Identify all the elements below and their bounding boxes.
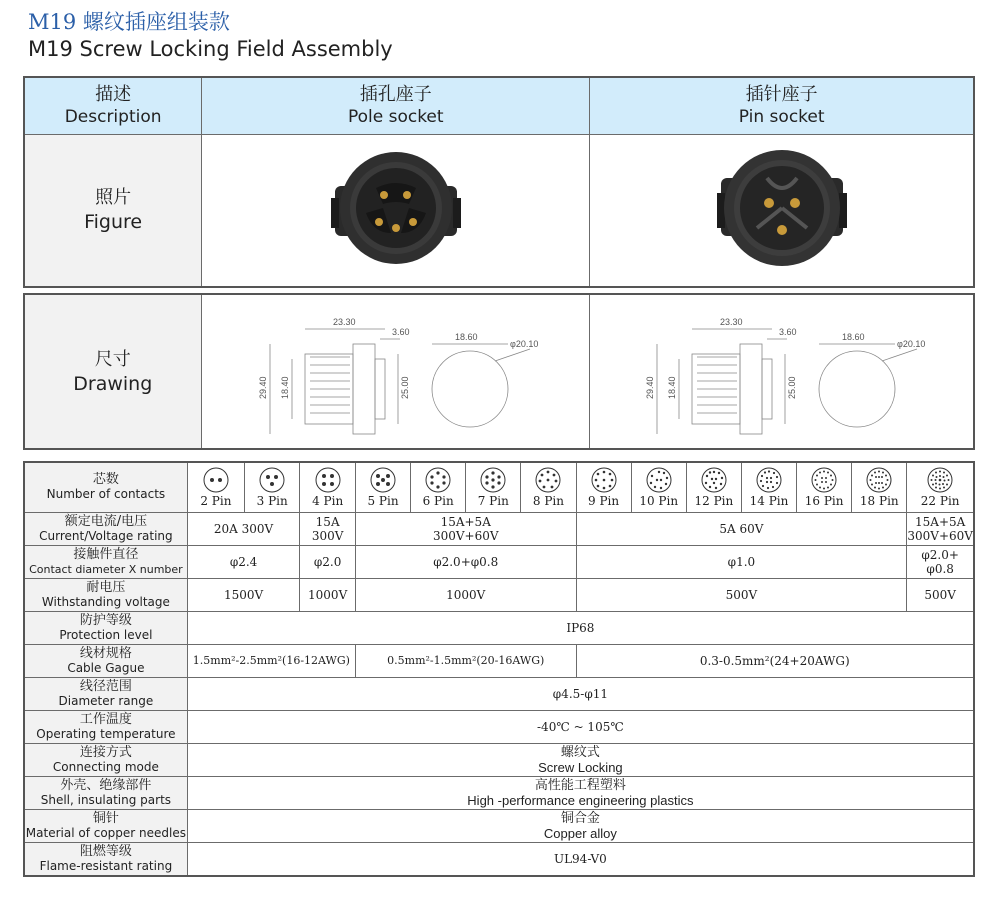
dim-18-40: 18.40	[280, 376, 291, 399]
flame-value: UL94-V0	[187, 842, 974, 876]
diameter-row	[24, 545, 974, 578]
connect-value: 螺纹式 Screw Locking	[187, 743, 974, 776]
current-label: 额定电流/电压 Current/Voltage rating	[24, 512, 187, 545]
temp-label: 工作温度 Operating temperature	[24, 710, 187, 743]
current-v4: 5A 60V	[576, 512, 907, 545]
pole-drawing-image	[230, 299, 560, 444]
current-v1: 20A 300V	[187, 512, 300, 545]
voltage-v4: 500V	[576, 578, 907, 611]
range-value: φ4.5-φ11	[187, 677, 974, 710]
temp-value: -40℃ ~ 105℃	[187, 710, 974, 743]
cable-v3: 0.3-0.5mm²(24+20AWG)	[576, 644, 974, 677]
pin-10: 10 Pin	[631, 462, 686, 512]
pin-8-icon	[534, 466, 562, 494]
dim-18-60: 18.60	[841, 332, 865, 342]
pin-12-icon	[700, 466, 728, 494]
pin-14: 14 Pin	[741, 462, 796, 512]
pin-socket-image	[707, 138, 857, 278]
pole-socket-image	[321, 138, 471, 278]
drawing-table	[23, 293, 975, 450]
dim-18-40: 18.40	[666, 376, 677, 399]
pin-6-icon	[424, 466, 452, 494]
dim-phi-20-10: φ20.10	[510, 339, 539, 349]
needle-row	[24, 809, 974, 842]
protection-row	[24, 611, 974, 644]
dim-25-00: 25.00	[786, 376, 797, 399]
pin-socket-drawing	[590, 294, 975, 449]
pin-9-icon	[590, 466, 618, 494]
pin-5: 5 Pin	[355, 462, 410, 512]
diameter-v4: φ1.0	[576, 545, 907, 578]
pin-9: 9 Pin	[576, 462, 631, 512]
voltage-v2: 1000V	[300, 578, 356, 611]
current-v3: 15A+5A 300V+60V	[355, 512, 576, 545]
flame-label: 阻燃等级 Flame-resistant rating	[24, 842, 187, 876]
pin-3-icon	[258, 466, 286, 494]
current-v2: 15A 300V	[300, 512, 356, 545]
pole-socket-header: 插孔座子 Pole socket	[202, 77, 590, 135]
shell-row	[24, 776, 974, 809]
diameter-v2: φ2.0	[300, 545, 356, 578]
cable-v2: 0.5mm²-1.5mm²(20-16AWG)	[355, 644, 576, 677]
pole-socket-photo	[202, 135, 590, 287]
drawing-label: 尺寸 Drawing	[24, 294, 201, 449]
pin-6: 6 Pin	[411, 462, 466, 512]
figure-table	[23, 76, 975, 288]
pin-7-icon	[479, 466, 507, 494]
pin-4-icon	[314, 466, 342, 494]
voltage-row	[24, 578, 974, 611]
needle-value: 铜合金 Copper alloy	[187, 809, 974, 842]
diameter-v3: φ2.0+φ0.8	[355, 545, 576, 578]
cable-label: 线材规格 Cable Gague	[24, 644, 187, 677]
shell-value: 高性能工程塑料 High -performance engineering plastics	[187, 776, 974, 809]
dim-3-60: 3.60	[778, 327, 797, 337]
diameter-v1: φ2.4	[187, 545, 300, 578]
pin-2-icon	[202, 466, 230, 494]
connect-row	[24, 743, 974, 776]
protection-value: IP68	[187, 611, 974, 644]
current-row	[24, 512, 974, 545]
pin-2: 2 Pin	[187, 462, 244, 512]
pin-18: 18 Pin	[852, 462, 907, 512]
range-row	[24, 677, 974, 710]
dim-phi-20-10: φ20.10	[896, 339, 925, 349]
range-label: 线径范围 Diameter range	[24, 677, 187, 710]
dim-23-30: 23.30	[333, 317, 356, 327]
pin-18-icon	[865, 466, 893, 494]
pole-socket-drawing	[201, 294, 589, 449]
dim-18-60: 18.60	[455, 332, 478, 342]
dim-29-40: 29.40	[258, 376, 269, 399]
dim-29-40: 29.40	[644, 376, 655, 399]
needle-label: 铜针 Material of copper needles	[24, 809, 187, 842]
voltage-v1: 1500V	[187, 578, 300, 611]
dim-25-00: 25.00	[400, 376, 411, 399]
description-header: 描述 Description	[24, 77, 202, 135]
dim-23-30: 23.30	[719, 317, 743, 327]
protection-label: 防护等级 Protection level	[24, 611, 187, 644]
pin-drawing-image	[617, 299, 947, 444]
contacts-row	[24, 462, 974, 512]
pin-5-icon	[369, 466, 397, 494]
pin-16: 16 Pin	[797, 462, 852, 512]
contacts-label: 芯数 Number of contacts	[24, 462, 187, 512]
pin-3: 3 Pin	[245, 462, 300, 512]
pin-socket-header: 插针座子 Pin socket	[590, 77, 974, 135]
pin-socket-photo	[590, 135, 974, 287]
pin-14-icon	[755, 466, 783, 494]
pin-16-icon	[810, 466, 838, 494]
pin-22: 22 Pin	[907, 462, 974, 512]
dim-3-60: 3.60	[392, 327, 410, 337]
page-title-cn: M19 螺纹插座组装款	[28, 10, 230, 34]
pin-10-icon	[645, 466, 673, 494]
cable-v1: 1.5mm²-2.5mm²(16-12AWG)	[187, 644, 355, 677]
cable-row	[24, 644, 974, 677]
shell-label: 外壳、绝缘部件 Shell, insulating parts	[24, 776, 187, 809]
pin-22-icon	[926, 466, 954, 494]
current-v5: 15A+5A 300V+60V	[907, 512, 974, 545]
page-title-en: M19 Screw Locking Field Assembly	[28, 37, 393, 61]
voltage-label: 耐电压 Withstanding voltage	[24, 578, 187, 611]
spec-table	[23, 461, 975, 877]
pin-8: 8 Pin	[521, 462, 576, 512]
diameter-label: 接触件直径 Contact diameter X number	[24, 545, 187, 578]
voltage-v5: 500V	[907, 578, 974, 611]
pin-4: 4 Pin	[300, 462, 356, 512]
voltage-v3: 1000V	[355, 578, 576, 611]
diameter-v5: φ2.0+ φ0.8	[907, 545, 974, 578]
figure-label: 照片 Figure	[24, 135, 202, 287]
temp-row	[24, 710, 974, 743]
pin-7: 7 Pin	[466, 462, 521, 512]
pin-12: 12 Pin	[686, 462, 741, 512]
connect-label: 连接方式 Connecting mode	[24, 743, 187, 776]
flame-row	[24, 842, 974, 876]
